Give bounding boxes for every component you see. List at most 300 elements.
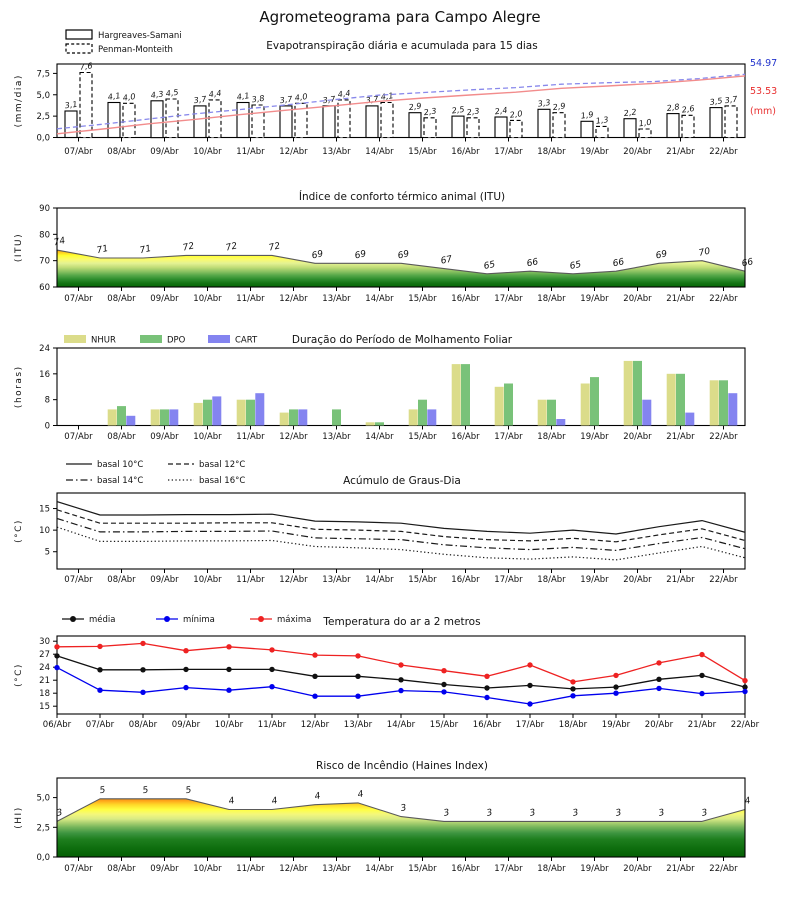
bar-label: 1,9 — [580, 109, 595, 121]
x-tick-label: 16/Abr — [451, 147, 480, 157]
point-label: 72 — [181, 241, 196, 254]
x-tick-label: 08/Abr — [107, 864, 136, 874]
data-point — [527, 701, 532, 706]
bar-nhur — [280, 413, 289, 426]
bar-hargreaves — [151, 101, 163, 138]
bar-label: 4,1 — [107, 91, 122, 102]
data-point — [226, 667, 231, 672]
bar-penman — [553, 113, 565, 138]
x-tick-label: 15/Abr — [408, 294, 437, 304]
x-tick-label: 20/Abr — [644, 720, 674, 730]
bar-penman — [467, 118, 479, 138]
data-point — [484, 695, 489, 700]
x-tick-label: 18/Abr — [537, 864, 566, 874]
bar-label: 3,7 — [365, 94, 380, 106]
point-label: 3 — [399, 803, 408, 815]
bar-dpo — [547, 400, 556, 426]
x-tick-label: 06/Abr — [42, 720, 72, 730]
bar-label: 3,1 — [64, 99, 79, 111]
x-tick-label: 15/Abr — [408, 432, 437, 442]
y-tick-label: 7,5 — [36, 69, 50, 80]
bar-label: 4,0 — [122, 91, 137, 103]
bar-penman — [381, 103, 393, 138]
bar-label: 4,1 — [236, 91, 251, 102]
x-tick-label: 13/Abr — [322, 575, 351, 585]
data-point — [97, 688, 102, 693]
point-label: 67 — [439, 254, 454, 267]
bar-dpo — [461, 364, 470, 425]
x-tick-label: 11/Abr — [236, 294, 265, 304]
point-label: 72 — [267, 241, 282, 254]
bar-label: 3,7 — [193, 94, 208, 106]
bar-hargreaves — [624, 119, 636, 138]
data-point — [441, 682, 446, 687]
x-tick-label: 10/Abr — [193, 147, 222, 157]
data-point — [54, 665, 59, 670]
x-tick-label: 08/Abr — [107, 294, 136, 304]
accum-total-hs: 53.53 — [750, 86, 778, 97]
x-tick-label: 16/Abr — [451, 864, 480, 874]
point-label: 5 — [141, 785, 150, 797]
x-tick-label: 22/Abr — [730, 720, 760, 730]
legend-label: média — [89, 615, 116, 625]
bar-label: 2,8 — [666, 102, 681, 113]
data-point — [54, 644, 59, 649]
x-tick-label: 07/Abr — [64, 575, 93, 585]
bar-cart — [685, 413, 694, 426]
x-tick-label: 20/Abr — [623, 864, 652, 874]
data-point — [140, 667, 145, 672]
bar-label: 1,0 — [638, 117, 653, 129]
y-tick-label: 70 — [39, 256, 50, 267]
data-point — [527, 662, 532, 667]
chart-title: Índice de conforto térmico animal (ITU) — [298, 191, 506, 203]
x-tick-label: 11/Abr — [236, 575, 265, 585]
point-label: 69 — [396, 249, 411, 262]
bar-dpo — [332, 409, 341, 425]
bar-label: 7,6 — [79, 61, 94, 72]
bar-label: 2,9 — [408, 101, 423, 113]
bar-nhur — [366, 422, 375, 425]
bar-hargreaves — [194, 106, 206, 138]
x-tick-label: 17/Abr — [494, 147, 523, 157]
y-tick-label: 10 — [39, 526, 50, 537]
bar-hargreaves — [452, 116, 464, 137]
x-tick-label: 09/Abr — [150, 432, 179, 442]
y-tick-label: 0,0 — [36, 133, 50, 144]
bar-label: 2,3 — [466, 106, 481, 118]
x-tick-label: 13/Abr — [343, 720, 373, 730]
data-point — [183, 685, 188, 690]
bar-nhur — [409, 409, 418, 425]
chart-title: Acúmulo de Graus-Dia — [343, 475, 461, 487]
point-label: 66 — [740, 257, 755, 270]
bar-nhur — [624, 361, 633, 426]
x-tick-label: 18/Abr — [537, 147, 566, 157]
x-tick-label: 20/Abr — [623, 575, 652, 585]
x-tick-label: 08/Abr — [128, 720, 158, 730]
bar-dpo — [719, 380, 728, 425]
point-label: 71 — [138, 243, 153, 257]
bar-hargreaves — [323, 106, 335, 138]
bar-nhur — [538, 400, 547, 426]
data-point — [613, 691, 618, 696]
legend-label: Hargreaves-Samani — [98, 31, 182, 41]
bar-hargreaves — [65, 111, 77, 138]
data-point — [527, 683, 532, 688]
data-point — [398, 662, 403, 667]
x-tick-label: 21/Abr — [666, 864, 695, 874]
x-tick-label: 09/Abr — [150, 864, 179, 874]
bar-penman — [252, 105, 264, 138]
x-tick-label: 08/Abr — [107, 432, 136, 442]
point-label: 3 — [700, 807, 709, 819]
data-point — [570, 693, 575, 698]
bar-label: 4,3 — [150, 89, 165, 101]
bar-cart — [298, 409, 307, 425]
bar-hargreaves — [538, 109, 550, 137]
bar-nhur — [452, 364, 461, 425]
x-tick-label: 19/Abr — [580, 147, 609, 157]
x-tick-label: 21/Abr — [666, 432, 695, 442]
y-tick-label: 60 — [39, 283, 50, 293]
x-tick-label: 12/Abr — [300, 720, 330, 730]
point-label: 69 — [654, 249, 669, 262]
x-tick-label: 17/Abr — [494, 864, 523, 874]
data-point — [140, 641, 145, 646]
bar-nhur — [194, 403, 203, 426]
bar-cart — [427, 409, 436, 425]
legend-label: basal 16°C — [199, 476, 246, 486]
data-point — [570, 679, 575, 684]
data-point — [312, 652, 317, 657]
bar-penman — [639, 129, 651, 138]
x-tick-label: 17/Abr — [494, 294, 523, 304]
x-tick-label: 22/Abr — [709, 575, 738, 585]
y-tick-label: 15 — [39, 504, 50, 515]
data-point — [656, 677, 661, 682]
bar-hargreaves — [366, 106, 378, 138]
y-tick-label: 21 — [39, 676, 50, 687]
x-tick-label: 11/Abr — [236, 432, 265, 442]
bar-nhur — [151, 409, 160, 425]
data-point — [312, 694, 317, 699]
bar-label: 3,7 — [279, 94, 294, 106]
data-point — [398, 677, 403, 682]
bar-label: 4,5 — [165, 87, 180, 99]
accum-unit: (mm) — [750, 106, 776, 117]
data-point — [269, 684, 274, 689]
x-tick-label: 07/Abr — [85, 720, 115, 730]
data-point — [699, 673, 704, 678]
x-tick-label: 10/Abr — [214, 720, 244, 730]
y-tick-label: 30 — [39, 637, 50, 648]
x-tick-label: 21/Abr — [666, 575, 695, 585]
chart-title: Duração do Período de Molhamento Foliar — [291, 334, 513, 346]
x-tick-label: 15/Abr — [429, 720, 459, 730]
bar-label: 3,7 — [724, 94, 739, 106]
x-tick-label: 13/Abr — [322, 864, 351, 874]
y-tick-label: 90 — [39, 204, 50, 214]
x-tick-label: 12/Abr — [279, 294, 308, 304]
x-tick-label: 13/Abr — [322, 147, 351, 157]
y-tick-label: 16 — [39, 369, 50, 380]
bar-penman — [596, 126, 608, 137]
data-point — [484, 674, 489, 679]
bar-dpo — [375, 422, 384, 425]
data-point — [742, 689, 747, 694]
bar-label: 1,3 — [595, 115, 610, 126]
x-tick-label: 09/Abr — [171, 720, 201, 730]
data-point — [97, 644, 102, 649]
bar-cart — [212, 396, 221, 425]
bar-cart — [728, 393, 737, 425]
chart-title: Risco de Incêndio (Haines Index) — [316, 760, 488, 772]
accum-total-pm: 54.97 — [750, 58, 778, 69]
x-tick-label: 19/Abr — [580, 575, 609, 585]
x-tick-label: 19/Abr — [580, 432, 609, 442]
data-point — [183, 667, 188, 672]
data-point — [54, 653, 59, 658]
chart-evapotranspiracao — [14, 30, 777, 157]
x-tick-label: 12/Abr — [279, 147, 308, 157]
x-tick-label: 14/Abr — [386, 720, 416, 730]
x-tick-label: 10/Abr — [193, 432, 222, 442]
data-point — [742, 678, 747, 683]
y-tick-label: 2,5 — [36, 112, 50, 123]
x-tick-label: 17/Abr — [494, 432, 523, 442]
x-tick-label: 22/Abr — [709, 147, 738, 157]
bar-dpo — [203, 400, 212, 426]
x-tick-label: 14/Abr — [365, 575, 394, 585]
x-tick-label: 17/Abr — [494, 575, 523, 585]
page-title: Agrometeograma para Campo Alegre — [259, 8, 541, 26]
x-tick-label: 13/Abr — [322, 294, 351, 304]
point-label: 65 — [568, 259, 583, 272]
bar-label: 4,4 — [208, 88, 223, 100]
data-point — [226, 688, 231, 693]
point-label: 4 — [227, 796, 236, 807]
point-label: 3 — [571, 807, 580, 819]
x-tick-label: 08/Abr — [107, 575, 136, 585]
bar-cart — [169, 409, 178, 425]
y-tick-label: 0,0 — [36, 853, 50, 863]
data-point — [183, 648, 188, 653]
x-tick-label: 21/Abr — [687, 720, 717, 730]
x-tick-label: 10/Abr — [193, 864, 222, 874]
x-tick-label: 12/Abr — [279, 575, 308, 585]
y-tick-label: 27 — [39, 650, 50, 661]
bar-dpo — [160, 409, 169, 425]
y-tick-label: 2,5 — [36, 823, 50, 834]
data-point — [441, 668, 446, 673]
point-label: 3 — [528, 807, 537, 819]
bar-label: 3,8 — [251, 93, 266, 105]
bar-label: 4,1 — [380, 91, 395, 102]
legend-label: Penman-Monteith — [98, 45, 173, 55]
legend-label: mínima — [183, 615, 215, 625]
y-tick-label: 80 — [39, 230, 50, 241]
y-axis-label: (°C) — [14, 663, 24, 687]
bar-dpo — [504, 384, 513, 426]
point-label: 3 — [442, 807, 451, 819]
x-tick-label: 09/Abr — [150, 575, 179, 585]
x-tick-label: 20/Abr — [623, 294, 652, 304]
bar-label: 2,3 — [423, 106, 438, 118]
bar-label: 3,3 — [537, 97, 552, 109]
point-label: 71 — [95, 243, 110, 257]
point-label: 3 — [614, 807, 623, 819]
x-tick-label: 18/Abr — [537, 432, 566, 442]
bar-cart — [642, 400, 651, 426]
legend-label: basal 10°C — [97, 460, 144, 470]
bar-label: 2,9 — [552, 101, 567, 113]
x-tick-label: 17/Abr — [515, 720, 545, 730]
bar-penman — [725, 106, 737, 138]
point-label: 65 — [482, 259, 497, 272]
x-tick-label: 16/Abr — [451, 294, 480, 304]
x-tick-label: 20/Abr — [623, 147, 652, 157]
bar-label: 2,4 — [494, 105, 509, 117]
bar-label: 4,4 — [337, 88, 352, 100]
data-point — [269, 667, 274, 672]
x-tick-label: 15/Abr — [408, 575, 437, 585]
legend-label: basal 12°C — [199, 460, 246, 470]
bar-label: 2,0 — [509, 109, 524, 120]
y-tick-label: 5,0 — [36, 90, 50, 101]
data-point — [97, 667, 102, 672]
y-axis-label: (ITU) — [14, 232, 24, 263]
bar-dpo — [117, 406, 126, 425]
data-point — [441, 689, 446, 694]
x-tick-label: 18/Abr — [558, 720, 588, 730]
data-point — [613, 684, 618, 689]
bar-label: 4,0 — [294, 91, 309, 103]
legend-label: DPO — [167, 335, 186, 346]
bar-label: 2,2 — [623, 107, 638, 119]
bar-hargreaves — [710, 108, 722, 138]
bar-hargreaves — [409, 113, 421, 138]
bar-nhur — [237, 400, 246, 426]
data-point — [312, 674, 317, 679]
x-tick-label: 16/Abr — [451, 432, 480, 442]
point-label: 4 — [356, 789, 365, 801]
chart-haines — [14, 760, 752, 874]
x-tick-label: 09/Abr — [150, 147, 179, 157]
point-label: 74 — [52, 236, 67, 249]
bar-penman — [682, 115, 694, 137]
y-tick-label: 18 — [39, 689, 50, 700]
x-tick-label: 07/Abr — [64, 864, 93, 874]
data-point — [355, 694, 360, 699]
data-point — [570, 686, 575, 691]
bar-cart — [255, 393, 264, 425]
bar-penman — [424, 118, 436, 138]
bar-hargreaves — [667, 114, 679, 138]
legend-label: NHUR — [91, 335, 116, 346]
x-tick-label: 18/Abr — [537, 575, 566, 585]
point-label: 70 — [697, 246, 712, 259]
point-label: 3 — [657, 807, 666, 819]
x-tick-label: 15/Abr — [408, 147, 437, 157]
x-tick-label: 14/Abr — [365, 864, 394, 874]
x-tick-label: 14/Abr — [365, 294, 394, 304]
legend-swatch — [64, 335, 86, 343]
x-tick-label: 18/Abr — [537, 294, 566, 304]
data-point — [699, 652, 704, 657]
bar-penman — [209, 100, 221, 138]
chart-graus-dia — [14, 460, 745, 585]
bar-nhur — [108, 409, 117, 425]
bar-cart — [126, 416, 135, 426]
bar-cart — [556, 419, 565, 426]
point-label: 72 — [224, 241, 239, 254]
y-tick-label: 24 — [39, 663, 50, 674]
bar-dpo — [246, 400, 255, 426]
legend-swatch — [140, 335, 162, 343]
x-tick-label: 14/Abr — [365, 432, 394, 442]
legend-swatch — [66, 30, 92, 39]
x-tick-label: 15/Abr — [408, 864, 437, 874]
y-axis-label: (mm/dia) — [14, 74, 24, 128]
x-tick-label: 07/Abr — [64, 432, 93, 442]
chart-itu — [14, 190, 754, 304]
x-tick-label: 10/Abr — [193, 294, 222, 304]
x-tick-label: 13/Abr — [322, 432, 351, 442]
x-tick-label: 07/Abr — [64, 147, 93, 157]
y-tick-label: 0 — [44, 421, 50, 432]
bar-label: 2,6 — [681, 103, 696, 115]
data-point — [398, 688, 403, 693]
bar-hargreaves — [495, 117, 507, 138]
y-tick-label: 15 — [39, 702, 50, 713]
data-point — [656, 686, 661, 691]
point-label: 5 — [184, 785, 193, 797]
y-axis-label: (°C) — [14, 519, 24, 543]
x-tick-label: 20/Abr — [623, 432, 652, 442]
bar-nhur — [581, 384, 590, 426]
data-point — [355, 674, 360, 679]
point-label: 3 — [55, 807, 64, 819]
data-point — [656, 660, 661, 665]
bar-nhur — [667, 374, 676, 426]
data-point — [140, 690, 145, 695]
y-tick-label: 8 — [44, 395, 50, 406]
x-tick-label: 14/Abr — [365, 147, 394, 157]
point-label: 4 — [743, 796, 752, 807]
legend-swatch — [208, 335, 230, 343]
legend-label: CART — [235, 335, 258, 346]
bar-hargreaves — [581, 121, 593, 137]
y-axis-label: (HI) — [14, 806, 24, 829]
bar-dpo — [418, 400, 427, 426]
bar-nhur — [495, 387, 504, 426]
x-tick-label: 19/Abr — [601, 720, 631, 730]
data-point — [226, 644, 231, 649]
y-tick-label: 24 — [39, 344, 50, 354]
x-tick-label: 21/Abr — [666, 294, 695, 304]
x-tick-label: 22/Abr — [709, 294, 738, 304]
data-point — [613, 673, 618, 678]
x-tick-label: 16/Abr — [451, 575, 480, 585]
x-tick-label: 22/Abr — [709, 864, 738, 874]
x-tick-label: 22/Abr — [709, 432, 738, 442]
x-tick-label: 12/Abr — [279, 864, 308, 874]
x-tick-label: 07/Abr — [64, 294, 93, 304]
x-tick-label: 21/Abr — [666, 147, 695, 157]
chart-molhamento — [14, 334, 745, 442]
x-tick-label: 11/Abr — [236, 864, 265, 874]
